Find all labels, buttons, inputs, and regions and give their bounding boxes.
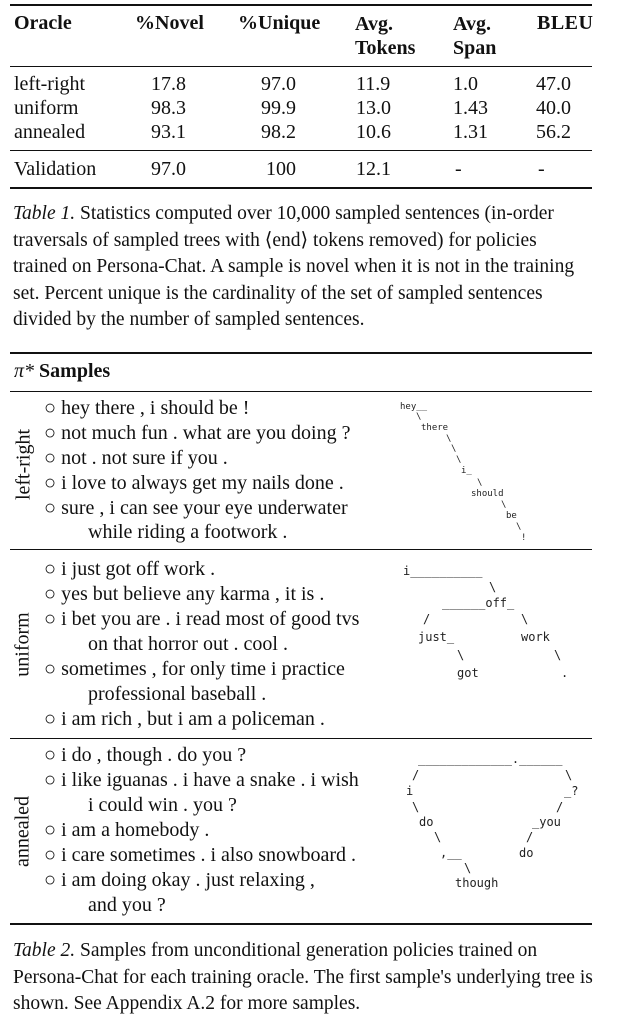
list-item-continuation: while riding a footwork . bbox=[88, 521, 288, 543]
group-divider bbox=[10, 549, 592, 550]
tree-edge: \ bbox=[565, 768, 573, 782]
list-item: ○ i just got off work . bbox=[44, 558, 216, 580]
list-item: ○ not . not sure if you . bbox=[44, 447, 228, 469]
tree-edge: \ bbox=[446, 434, 452, 444]
table1-cell: annealed bbox=[14, 121, 86, 143]
tree-edge: \ bbox=[477, 478, 483, 488]
table1-header-oracle: Oracle bbox=[14, 12, 72, 34]
tree-edge: \ bbox=[489, 580, 497, 594]
tree-node: work bbox=[521, 630, 550, 644]
policy-symbol: π* bbox=[14, 360, 35, 382]
table1-cell: - bbox=[538, 158, 545, 180]
table2-top-rule bbox=[10, 352, 592, 354]
tree-node: hey__ bbox=[400, 402, 428, 412]
tree-node: there bbox=[421, 423, 449, 433]
table1-caption-label: Table 1. bbox=[13, 203, 76, 224]
list-item: ○ sometimes , for only time i practice bbox=[44, 658, 345, 680]
tree-edge: \ bbox=[501, 500, 507, 510]
table1-header-novel: %Novel bbox=[135, 12, 204, 34]
tree-node: should bbox=[471, 489, 504, 499]
table2-caption-text: Samples from unconditional generation policies trained on Persona-Chat for each training oracle. The first sample's underlying tree is shown. See Appendix A.2 for more samples. bbox=[13, 940, 593, 1015]
group-divider bbox=[10, 738, 592, 739]
list-item: ○ i am doing okay . just relaxing , bbox=[44, 869, 315, 891]
table2-caption bbox=[13, 938, 593, 1018]
table1-cell: 1.43 bbox=[453, 97, 488, 119]
tree-node: i__________ bbox=[403, 564, 483, 578]
list-item-continuation: i could win . you ? bbox=[88, 794, 237, 816]
table1-bottom-rule bbox=[10, 187, 592, 189]
tree-node: be bbox=[506, 511, 517, 521]
tree-edge: / bbox=[526, 830, 534, 844]
list-item-continuation: on that horror out . cool . bbox=[88, 633, 288, 655]
table2-header-samples: Samples bbox=[39, 360, 111, 382]
table1-cell: 12.1 bbox=[356, 158, 391, 180]
tree-edge: \ bbox=[451, 444, 457, 454]
tree-node: . bbox=[561, 666, 569, 680]
group-label: annealed bbox=[11, 795, 34, 868]
table1-cell: 93.1 bbox=[151, 121, 186, 143]
list-item: ○ i am rich , but i am a policeman . bbox=[44, 708, 325, 730]
table2-header-rule bbox=[10, 391, 592, 392]
tree-node: _you bbox=[532, 815, 561, 829]
tree-node: got bbox=[457, 666, 479, 680]
list-item: ○ i like iguanas . i have a snake . i wish bbox=[44, 769, 359, 791]
table1-cell: 1.31 bbox=[453, 121, 488, 143]
tree-node: do bbox=[419, 815, 434, 829]
table1-cell: 99.9 bbox=[261, 97, 296, 119]
table1-cell: 98.2 bbox=[261, 121, 296, 143]
tree-node: though bbox=[455, 876, 499, 890]
list-item-continuation: professional baseball . bbox=[88, 683, 267, 705]
tree-edge: \ bbox=[457, 648, 465, 662]
tree-edge: \ bbox=[521, 612, 529, 626]
group-label: left-right bbox=[12, 428, 35, 501]
table1-cell: 97.0 bbox=[151, 158, 186, 180]
list-item: ○ i am a homebody . bbox=[44, 819, 210, 841]
tree-edge: / bbox=[412, 768, 420, 782]
table1-cell: 10.6 bbox=[356, 121, 391, 143]
list-item: ○ i do , though . do you ? bbox=[44, 744, 247, 766]
tree-node: ,__ bbox=[440, 846, 462, 860]
table1-cell: uniform bbox=[14, 97, 79, 119]
table1-top-rule bbox=[10, 4, 592, 6]
list-item-continuation: and you ? bbox=[88, 894, 166, 916]
list-item: ○ hey there , i should be ! bbox=[44, 397, 250, 419]
tree-edge: \ bbox=[412, 800, 420, 814]
table1-cell: - bbox=[455, 158, 462, 180]
table1-header-span: Avg. Span bbox=[453, 13, 497, 59]
list-item: ○ i care sometimes . i also snowboard . bbox=[44, 844, 357, 866]
table1-caption-text: Statistics computed over 10,000 sampled sentences (in-order traversals of sampled trees with ⟨end⟩ tokens removed) for policies trained on Persona-Chat. A sample is novel when it is not in the training set. Percent unique is the cardinality of the set of sampled sentences divided by the number of sampled sentences. bbox=[13, 203, 575, 331]
table2-bottom-rule bbox=[10, 923, 592, 925]
tree-node: just_ bbox=[418, 630, 455, 644]
tree-node: _____________.______ bbox=[418, 752, 563, 766]
table1-cell: 47.0 bbox=[536, 73, 571, 95]
table1-caption bbox=[13, 201, 593, 334]
table1-cell: 98.3 bbox=[151, 97, 186, 119]
table1-cell: 11.9 bbox=[356, 73, 391, 95]
list-item: ○ not much fun . what are you doing ? bbox=[44, 422, 351, 444]
group-label: uniform bbox=[11, 612, 34, 677]
tree-node: _? bbox=[564, 784, 579, 798]
tree-edge: \ bbox=[416, 412, 422, 422]
list-item: ○ i love to always get my nails done . bbox=[44, 472, 344, 494]
tree-node: i_ bbox=[461, 466, 472, 476]
table1-cell: 97.0 bbox=[261, 73, 296, 95]
table1-header-unique: %Unique bbox=[238, 12, 321, 34]
tree-edge: \ bbox=[516, 522, 522, 532]
table1-header-tokens: Avg. Tokens bbox=[355, 13, 416, 59]
table1-cell: 100 bbox=[266, 158, 296, 180]
tree-edge: \ bbox=[554, 648, 562, 662]
list-item: ○ yes but believe any karma , it is . bbox=[44, 583, 325, 605]
table1-validation-rule bbox=[10, 150, 592, 151]
tree-node: i bbox=[406, 784, 414, 798]
table1-cell: 56.2 bbox=[536, 121, 571, 143]
table2-caption-label: Table 2. bbox=[13, 940, 76, 961]
tree-node: ! bbox=[521, 533, 527, 543]
tree-edge: / bbox=[423, 612, 431, 626]
table1-mid-rule bbox=[10, 66, 592, 67]
tree-node: ______off_ bbox=[442, 596, 515, 610]
table1-cell: 1.0 bbox=[453, 73, 478, 95]
tree-edge: / bbox=[556, 800, 564, 814]
tree-node: do bbox=[519, 846, 534, 860]
list-item: ○ sure , i can see your eye underwater bbox=[44, 497, 348, 519]
tree-edge: \ bbox=[434, 830, 442, 844]
table1-cell: 40.0 bbox=[536, 97, 571, 119]
tree-edge: \ bbox=[456, 455, 462, 465]
table1-cell: Validation bbox=[14, 158, 97, 180]
list-item: ○ i bet you are . i read most of good tvs bbox=[44, 608, 360, 630]
tree-edge: \ bbox=[464, 861, 472, 875]
table1-cell: left-right bbox=[14, 73, 86, 95]
table2-header bbox=[14, 360, 110, 382]
table1-cell: 17.8 bbox=[151, 73, 186, 95]
table1-header-bleu: BLEU bbox=[537, 12, 594, 34]
table1-cell: 13.0 bbox=[356, 97, 391, 119]
